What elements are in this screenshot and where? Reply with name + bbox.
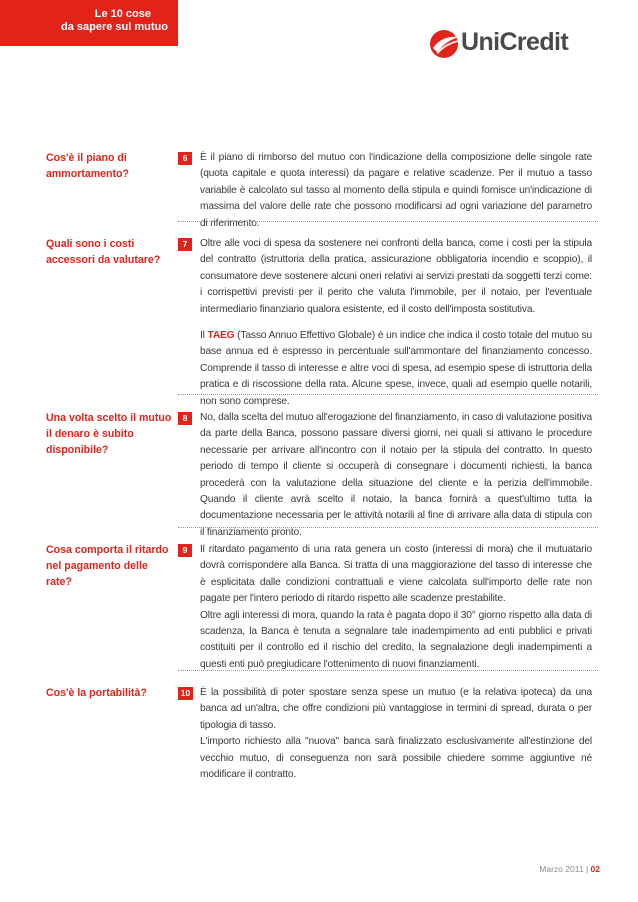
faq-answer-paragraph-taeg	[200, 328, 592, 410]
faq-answer-paragraph: L'importo richiesto alla "nuova" banca sarà finalizzato esclusivamente all'estinzione del vecchio mutuo, di conseguenza non sarà possibile chiedere somme aggiuntive né modificare il contratto.	[200, 736, 592, 781]
section-divider	[178, 221, 598, 222]
section-divider	[178, 670, 598, 671]
page-footer	[539, 864, 600, 874]
faq-answer	[200, 150, 592, 232]
unicredit-logo-mark-icon	[428, 28, 460, 60]
footer-date: Marzo 2011	[539, 864, 584, 874]
unicredit-logo	[428, 26, 598, 66]
faq-number-badge: 10	[178, 687, 193, 700]
faq-question: Cos'è la portabilità?	[46, 687, 147, 699]
faq-answer	[200, 410, 592, 541]
unicredit-logo-text: UniCredit	[461, 28, 569, 56]
faq-number-badge: 8	[178, 412, 192, 425]
faq-question: Cosa comporta il ritardo nel pagamento delle rate?	[46, 544, 169, 588]
section-divider	[178, 394, 598, 395]
faq-answer	[200, 542, 592, 673]
taeg-term: TAEG	[207, 330, 235, 342]
taeg-prefix: Il	[200, 330, 208, 342]
faq-answer-paragraph: Oltre agli interessi di mora, quando la rata è pagata dopo il 30° giorno rispetto alla data di scadenza, la Banca è tenuta a segnalare tale inadempimento ad enti pubblici e privati costituiti per il controllo ed il rischio del credito, la segnalazione degli inadempimenti a questi enti può pregiudicare l'ottenimento di nuovi finanziamenti.	[200, 609, 592, 670]
faq-answer-paragraph: Il ritardato pagamento di una rata genera un costo (interessi di mora) che il mutuatario dovrà corrispondere alla Banca. Si tratta di una maggiorazione del tasso di interesse che è esplicitata dalle condizioni contrattuali e viene calcolata sull'importo delle rate non pagate per l'intero periodo di ritardo rispetto alle scadenze prestabilite.	[200, 544, 592, 605]
faq-answer-paragraph: È il piano di rimborso del mutuo con l'indicazione della composizione delle singole rate (quota capitale e quota interessi) da pagare e relative scadenze. Per il mutuo a tasso variabile è calcolato sul tasso al momento della stipula e quindi fornisce un'indicazione di massima del valore delle rate che possono modificarsi ad ogni variazione del parametro di riferimento.	[200, 152, 592, 229]
footer-separator: |	[585, 864, 589, 874]
faq-question: Una volta scelto il mutuo il denaro è subito disponibile?	[46, 412, 172, 456]
header-band	[0, 0, 178, 46]
section-divider	[178, 527, 598, 528]
taeg-definition: (Tasso Annuo Effettivo Globale) è un indice che indica il costo totale del mutuo su base annua ed è espresso in percentuale sull'ammontare del finanziamento concesso. Comprende il tasso di interesse e altre voci di spesa, ad esempio spese di istruttoria della pratica e di riscossione della rata. Alcune spese, invece, quali ad esempio quelle notarili, non sono comprese.	[200, 330, 592, 407]
faq-question: Cos'è il piano di ammortamento?	[46, 152, 129, 180]
faq-answer	[200, 236, 592, 410]
page-number: 02	[590, 864, 600, 874]
faq-number-badge: 6	[178, 152, 192, 165]
faq-answer-paragraph: È la possibilità di poter spostare senza spese un mutuo (e la relativa ipoteca) da una banca ad un'altra, che offre condizioni più vantaggiose in termini di spread, durata o per tipologia di tasso.	[200, 687, 592, 731]
faq-answer-paragraph: Oltre alle voci di spesa da sostenere nei confronti della banca, come i costi per la stipula del contratto (istruttoria della pratica, assicurazione obbligatoria incendio e scoppio), il consumatore deve sostenere alcuni oneri relativi ai servizi prestati da soggetti terzi come: i corrispettivi previsti per il perito che valuta l'immobile, per il notaio, per l'eventuale intermediario finanziario qualora esistente, ed il costo dell'imposta sostitutiva.	[200, 238, 592, 315]
faq-number-badge: 7	[178, 238, 192, 251]
header-title-line1: Le 10 cose	[94, 8, 151, 20]
faq-answer	[200, 685, 592, 783]
faq-number-badge: 9	[178, 544, 192, 557]
faq-answer-paragraph: No, dalla scelta del mutuo all'erogazione del finanziamento, in caso di valutazione positiva da parte della Banca, possono passare diversi giorni, nei quali si attivano le procedure necessarie per arrivare all'incontro con il notaio per la stipula del contratto. In questo periodo di tempo il cliente si occuperà di consegnare i documenti richiesti, la banca procederà con la valutazione della situazione del cliente e la perizia dell'immobile. Quando il cliente avrà scelto il notaio, la banca fornirà a quest'ultimo tutta la documentazione necessaria per le attività notarili al fine di arrivare alla data di stipula con il finanziamento pronto.	[200, 412, 592, 538]
header-title-line2: da sapere sul mutuo	[61, 21, 168, 33]
faq-question: Quali sono i costi accessori da valutare?	[46, 238, 161, 266]
